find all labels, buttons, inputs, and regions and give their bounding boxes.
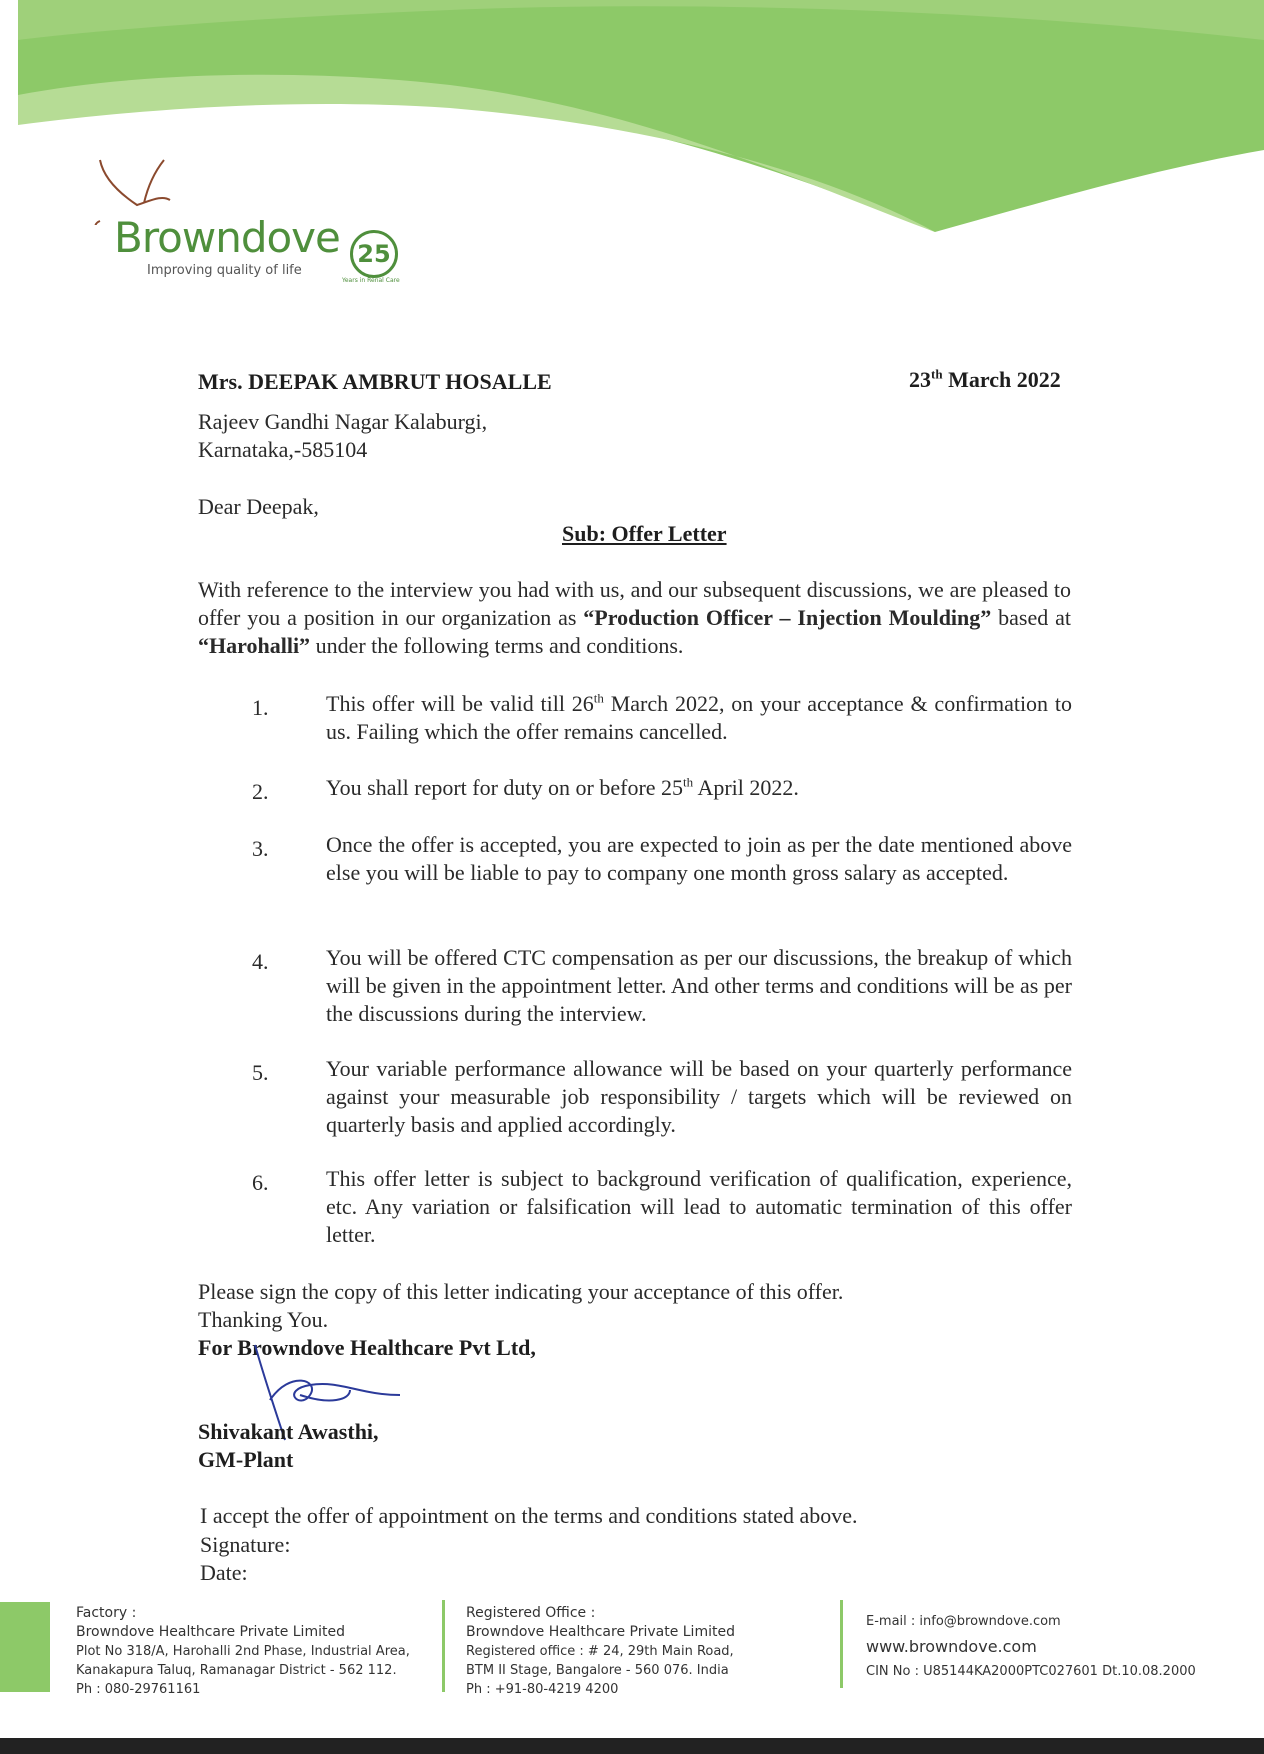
anniversary-badge (350, 230, 398, 278)
subject: Sub: Offer Letter (562, 521, 727, 546)
footer-cin: CIN No : U85144KA2000PTC027601 Dt.10.08.2000 (866, 1664, 1196, 1679)
company-logo (92, 155, 412, 295)
term-text: This offer letter is subject to background verification of qualification, experience, etc. Any variation or falsification will lead to automatic termination of this offer letter. (326, 1166, 1072, 1247)
term-text: You shall report for duty on or before 25th April 2022. (326, 774, 799, 800)
term-text: This offer will be valid till 26th March 2022, on your acceptance & confirmation to us. Failing which the offer remains cancelled. (326, 690, 1072, 744)
term-number: 1. (252, 695, 269, 720)
footer-divider (840, 1600, 843, 1688)
logo-tagline: Improving quality of life (147, 263, 302, 278)
sign-request: Please sign the copy of this letter indicating your acceptance of this offer. (198, 1279, 844, 1304)
term-number: 3. (252, 836, 269, 861)
term-number: 2. (252, 779, 269, 804)
term-number: 6. (252, 1170, 269, 1195)
term-number: 5. (252, 1060, 269, 1085)
intro-paragraph: With reference to the interview you had with us, and our subsequent discussions, we are pleased to offer you a position in our organization as “Production Officer – Injection Moulding” based at “Harohalli” under the following terms and conditions. (198, 577, 1072, 658)
logo-brand: Browndove (114, 213, 340, 262)
footer-contact (866, 1612, 1196, 1681)
term-text: Your variable performance allowance will be based on your quarterly performance against your measurable job responsibility / targets which will be reviewed on quarterly basis and applied accordingly. (326, 1056, 1072, 1137)
recipient-name: Mrs. DEEPAK AMBRUT HOSALLE (198, 369, 552, 394)
badge-text: Years in Renal Care (342, 277, 400, 284)
term-text: Once the offer is accepted, you are expected to join as per the date mentioned above else you will be liable to pay to company one month gross salary as accepted. (326, 832, 1072, 885)
badge-number: 25 (357, 240, 391, 268)
salutation: Dear Deepak, (198, 494, 319, 519)
footer-registered-office: Registered Office : Browndove Healthcare Private Limited Registered office : # 24, 29th Main Road, BTM II Stage, Bangalore - 560 076. India Ph : +91-80-4219 4200 (466, 1605, 735, 1697)
date-label: Date: (200, 1560, 248, 1585)
footer-factory: Factory : Browndove Healthcare Private Limited Plot No 318/A, Harohalli 2nd Phase, Industrial Area, Kanakapura Taluq, Ramanagar District - 562 112. Ph : 080-29761161 (76, 1605, 410, 1697)
acceptance-statement: I accept the offer of appointment on the terms and conditions stated above. (200, 1503, 858, 1528)
recipient-address-line1: Rajeev Gandhi Nagar Kalaburgi, (198, 409, 488, 434)
footer-email[interactable]: E-mail : info@browndove.com (866, 1614, 1061, 1629)
signatory-name: Shivakant Awasthi, (198, 1419, 379, 1444)
signature-label: Signature: (200, 1532, 291, 1557)
term-text: You will be offered CTC compensation as per our discussions, the breakup of which will be given in the appointment letter. And other terms and conditions will be as per the discussions during the interview. (326, 945, 1072, 1026)
footer-accent-bar (0, 1602, 50, 1692)
recipient-address-line2: Karnataka,-585104 (198, 437, 368, 462)
letter-date: 23th March 2022 (909, 366, 1061, 392)
signatory-designation: GM-Plant (198, 1447, 294, 1472)
scan-bottom-edge (0, 1738, 1264, 1754)
for-company: For Browndove Healthcare Pvt Ltd, (198, 1335, 536, 1360)
term-number: 4. (252, 949, 269, 974)
footer-divider (442, 1600, 445, 1692)
thanking: Thanking You. (198, 1307, 329, 1332)
footer-website[interactable]: www.browndove.com (866, 1637, 1037, 1656)
